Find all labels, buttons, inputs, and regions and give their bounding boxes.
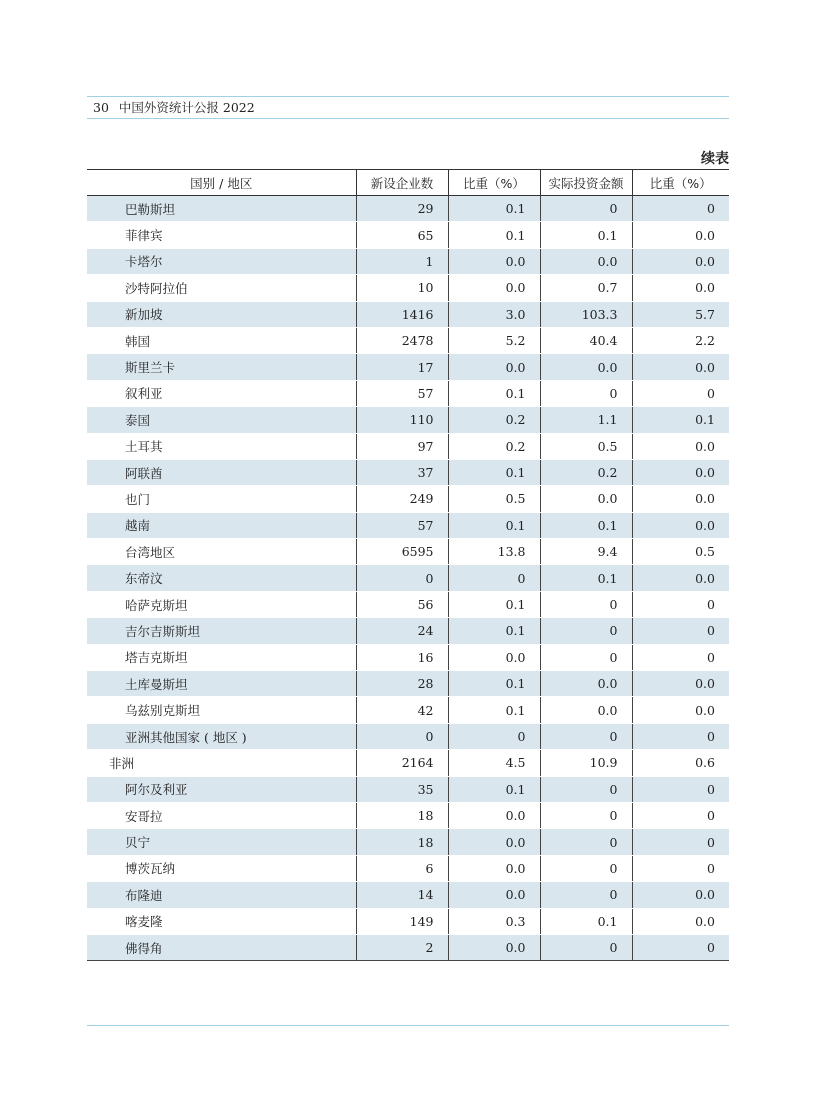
cell-share-investment: 2.2 bbox=[632, 327, 729, 353]
cell-share-enterprises: 0.2 bbox=[448, 407, 540, 433]
table-row bbox=[87, 829, 729, 855]
cell-country: 博茨瓦纳 bbox=[87, 855, 356, 881]
cell-share-investment: 0 bbox=[632, 618, 729, 644]
cell-share-investment: 0.0 bbox=[632, 275, 729, 301]
cell-share-investment: 0 bbox=[632, 855, 729, 881]
running-header bbox=[93, 98, 255, 116]
cell-share-enterprises: 0.0 bbox=[448, 882, 540, 908]
table-row bbox=[87, 618, 729, 644]
cell-actual-investment: 0 bbox=[540, 802, 632, 828]
cell-share-investment: 0.0 bbox=[632, 697, 729, 723]
table-row bbox=[87, 855, 729, 881]
cell-new-enterprises: 16 bbox=[356, 644, 448, 670]
cell-country: 菲律宾 bbox=[87, 222, 356, 248]
cell-new-enterprises: 0 bbox=[356, 723, 448, 749]
cell-share-investment: 0 bbox=[632, 829, 729, 855]
cell-share-enterprises: 0.0 bbox=[448, 354, 540, 380]
cell-new-enterprises: 35 bbox=[356, 776, 448, 802]
cell-share-investment: 0.0 bbox=[632, 512, 729, 538]
table-row bbox=[87, 776, 729, 802]
cell-share-investment: 0.0 bbox=[632, 565, 729, 591]
table-row bbox=[87, 512, 729, 538]
cell-actual-investment: 0 bbox=[540, 829, 632, 855]
cell-actual-investment: 0.1 bbox=[540, 222, 632, 248]
cell-actual-investment: 0.0 bbox=[540, 671, 632, 697]
cell-actual-investment: 0 bbox=[540, 618, 632, 644]
cell-new-enterprises: 110 bbox=[356, 407, 448, 433]
cell-new-enterprises: 18 bbox=[356, 802, 448, 828]
cell-country: 哈萨克斯坦 bbox=[87, 591, 356, 617]
cell-share-enterprises: 0.0 bbox=[448, 802, 540, 828]
cell-share-investment: 0 bbox=[632, 591, 729, 617]
cell-share-investment: 0.1 bbox=[632, 407, 729, 433]
table-row bbox=[87, 196, 729, 222]
cell-actual-investment: 0 bbox=[540, 380, 632, 406]
cell-share-enterprises: 13.8 bbox=[448, 539, 540, 565]
cell-new-enterprises: 37 bbox=[356, 459, 448, 485]
cell-share-enterprises: 0.1 bbox=[448, 776, 540, 802]
column-header-actual-investment: 实际投资金额 bbox=[540, 170, 632, 196]
table-row bbox=[87, 934, 729, 960]
column-header-share-investment: 比重（%） bbox=[632, 170, 729, 196]
cell-share-enterprises: 0.1 bbox=[448, 512, 540, 538]
table-row bbox=[87, 697, 729, 723]
cell-share-investment: 0.0 bbox=[632, 486, 729, 512]
cell-share-investment: 0.0 bbox=[632, 671, 729, 697]
cell-actual-investment: 103.3 bbox=[540, 301, 632, 327]
cell-actual-investment: 0.1 bbox=[540, 908, 632, 934]
cell-country: 韩国 bbox=[87, 327, 356, 353]
cell-actual-investment: 40.4 bbox=[540, 327, 632, 353]
column-header-new-enterprises: 新设企业数 bbox=[356, 170, 448, 196]
cell-country: 新加坡 bbox=[87, 301, 356, 327]
cell-country: 塔吉克斯坦 bbox=[87, 644, 356, 670]
cell-share-enterprises: 3.0 bbox=[448, 301, 540, 327]
table-row bbox=[87, 380, 729, 406]
cell-share-enterprises: 0.2 bbox=[448, 433, 540, 459]
table-row bbox=[87, 327, 729, 353]
cell-country: 吉尔吉斯斯坦 bbox=[87, 618, 356, 644]
cell-country: 布隆迪 bbox=[87, 882, 356, 908]
cell-actual-investment: 9.4 bbox=[540, 539, 632, 565]
footer-rule bbox=[87, 1025, 729, 1026]
cell-actual-investment: 0 bbox=[540, 591, 632, 617]
cell-actual-investment: 0.0 bbox=[540, 354, 632, 380]
cell-country: 越南 bbox=[87, 512, 356, 538]
table-row bbox=[87, 459, 729, 485]
cell-share-investment: 0.0 bbox=[632, 433, 729, 459]
cell-new-enterprises: 2478 bbox=[356, 327, 448, 353]
cell-actual-investment: 1.1 bbox=[540, 407, 632, 433]
table-row bbox=[87, 301, 729, 327]
cell-new-enterprises: 6595 bbox=[356, 539, 448, 565]
cell-new-enterprises: 10 bbox=[356, 275, 448, 301]
cell-share-investment: 0 bbox=[632, 380, 729, 406]
cell-actual-investment: 0.1 bbox=[540, 512, 632, 538]
cell-share-investment: 0 bbox=[632, 776, 729, 802]
cell-share-enterprises: 0.0 bbox=[448, 644, 540, 670]
cell-new-enterprises: 2 bbox=[356, 934, 448, 960]
cell-country: 叙利亚 bbox=[87, 380, 356, 406]
cell-country: 也门 bbox=[87, 486, 356, 512]
table-row bbox=[87, 275, 729, 301]
cell-actual-investment: 0.5 bbox=[540, 433, 632, 459]
cell-actual-investment: 0 bbox=[540, 855, 632, 881]
cell-share-enterprises: 4.5 bbox=[448, 750, 540, 776]
cell-country: 亚洲其他国家 ( 地区 ) bbox=[87, 723, 356, 749]
table-row bbox=[87, 433, 729, 459]
cell-new-enterprises: 1 bbox=[356, 248, 448, 274]
cell-actual-investment: 0.0 bbox=[540, 697, 632, 723]
cell-actual-investment: 0 bbox=[540, 882, 632, 908]
cell-share-investment: 0.0 bbox=[632, 459, 729, 485]
cell-country: 非洲 bbox=[87, 750, 356, 776]
table-body bbox=[87, 196, 729, 961]
cell-share-investment: 0.0 bbox=[632, 908, 729, 934]
cell-share-enterprises: 0.3 bbox=[448, 908, 540, 934]
cell-share-enterprises: 0.0 bbox=[448, 248, 540, 274]
cell-new-enterprises: 42 bbox=[356, 697, 448, 723]
cell-new-enterprises: 2164 bbox=[356, 750, 448, 776]
cell-share-enterprises: 0.1 bbox=[448, 459, 540, 485]
table-row bbox=[87, 486, 729, 512]
cell-country: 台湾地区 bbox=[87, 539, 356, 565]
cell-new-enterprises: 14 bbox=[356, 882, 448, 908]
cell-new-enterprises: 56 bbox=[356, 591, 448, 617]
cell-share-investment: 0 bbox=[632, 644, 729, 670]
cell-share-enterprises: 0.0 bbox=[448, 829, 540, 855]
cell-actual-investment: 0.0 bbox=[540, 486, 632, 512]
table-row bbox=[87, 354, 729, 380]
cell-share-enterprises: 0 bbox=[448, 565, 540, 591]
table-row bbox=[87, 644, 729, 670]
cell-new-enterprises: 57 bbox=[356, 380, 448, 406]
table-row bbox=[87, 750, 729, 776]
data-table bbox=[87, 169, 729, 961]
cell-country: 安哥拉 bbox=[87, 802, 356, 828]
cell-share-investment: 0.0 bbox=[632, 222, 729, 248]
cell-new-enterprises: 0 bbox=[356, 565, 448, 591]
table-row bbox=[87, 908, 729, 934]
publication-title: 中国外资统计公报 2022 bbox=[118, 100, 255, 115]
cell-actual-investment: 0 bbox=[540, 776, 632, 802]
cell-share-enterprises: 0.1 bbox=[448, 196, 540, 222]
cell-share-investment: 5.7 bbox=[632, 301, 729, 327]
cell-new-enterprises: 249 bbox=[356, 486, 448, 512]
cell-actual-investment: 0.2 bbox=[540, 459, 632, 485]
cell-new-enterprises: 65 bbox=[356, 222, 448, 248]
cell-new-enterprises: 6 bbox=[356, 855, 448, 881]
table-row bbox=[87, 882, 729, 908]
cell-country: 东帝汶 bbox=[87, 565, 356, 591]
cell-share-enterprises: 0.5 bbox=[448, 486, 540, 512]
column-header-share-enterprises: 比重（%） bbox=[448, 170, 540, 196]
cell-country: 佛得角 bbox=[87, 934, 356, 960]
cell-share-investment: 0 bbox=[632, 196, 729, 222]
cell-country: 斯里兰卡 bbox=[87, 354, 356, 380]
table-row bbox=[87, 539, 729, 565]
cell-country: 卡塔尔 bbox=[87, 248, 356, 274]
table-row bbox=[87, 565, 729, 591]
cell-share-enterprises: 0.0 bbox=[448, 275, 540, 301]
cell-country: 喀麦隆 bbox=[87, 908, 356, 934]
cell-new-enterprises: 29 bbox=[356, 196, 448, 222]
cell-country: 阿尔及利亚 bbox=[87, 776, 356, 802]
cell-actual-investment: 10.9 bbox=[540, 750, 632, 776]
table-row bbox=[87, 723, 729, 749]
cell-new-enterprises: 17 bbox=[356, 354, 448, 380]
cell-new-enterprises: 149 bbox=[356, 908, 448, 934]
continued-label: 续表 bbox=[701, 151, 729, 167]
table-row bbox=[87, 591, 729, 617]
cell-new-enterprises: 24 bbox=[356, 618, 448, 644]
table-row bbox=[87, 222, 729, 248]
page-number: 30 bbox=[93, 100, 109, 115]
cell-actual-investment: 0 bbox=[540, 644, 632, 670]
cell-share-investment: 0.0 bbox=[632, 354, 729, 380]
cell-share-investment: 0.5 bbox=[632, 539, 729, 565]
cell-new-enterprises: 1416 bbox=[356, 301, 448, 327]
cell-country: 贝宁 bbox=[87, 829, 356, 855]
cell-share-enterprises: 0.1 bbox=[448, 671, 540, 697]
cell-new-enterprises: 57 bbox=[356, 512, 448, 538]
cell-actual-investment: 0 bbox=[540, 196, 632, 222]
header-top-rule bbox=[87, 96, 729, 97]
cell-share-enterprises: 0.1 bbox=[448, 697, 540, 723]
cell-share-enterprises: 0 bbox=[448, 723, 540, 749]
cell-new-enterprises: 28 bbox=[356, 671, 448, 697]
cell-new-enterprises: 97 bbox=[356, 433, 448, 459]
cell-share-investment: 0 bbox=[632, 802, 729, 828]
cell-share-investment: 0.6 bbox=[632, 750, 729, 776]
cell-country: 沙特阿拉伯 bbox=[87, 275, 356, 301]
cell-actual-investment: 0.1 bbox=[540, 565, 632, 591]
cell-share-enterprises: 0.1 bbox=[448, 380, 540, 406]
column-header-country: 国别 / 地区 bbox=[87, 170, 356, 196]
cell-country: 巴勒斯坦 bbox=[87, 196, 356, 222]
cell-share-investment: 0.0 bbox=[632, 882, 729, 908]
cell-actual-investment: 0.0 bbox=[540, 248, 632, 274]
cell-share-investment: 0.0 bbox=[632, 248, 729, 274]
cell-actual-investment: 0 bbox=[540, 934, 632, 960]
cell-share-enterprises: 5.2 bbox=[448, 327, 540, 353]
cell-actual-investment: 0 bbox=[540, 723, 632, 749]
table-row bbox=[87, 407, 729, 433]
cell-share-investment: 0 bbox=[632, 723, 729, 749]
cell-country: 土耳其 bbox=[87, 433, 356, 459]
cell-share-enterprises: 0.1 bbox=[448, 591, 540, 617]
cell-new-enterprises: 18 bbox=[356, 829, 448, 855]
cell-actual-investment: 0.7 bbox=[540, 275, 632, 301]
cell-share-enterprises: 0.1 bbox=[448, 222, 540, 248]
table-row bbox=[87, 248, 729, 274]
cell-share-enterprises: 0.0 bbox=[448, 855, 540, 881]
cell-country: 土库曼斯坦 bbox=[87, 671, 356, 697]
table-row bbox=[87, 671, 729, 697]
cell-share-investment: 0 bbox=[632, 934, 729, 960]
cell-country: 阿联酋 bbox=[87, 459, 356, 485]
cell-country: 泰国 bbox=[87, 407, 356, 433]
header-bottom-rule bbox=[87, 118, 729, 119]
cell-share-enterprises: 0.0 bbox=[448, 934, 540, 960]
cell-country: 乌兹别克斯坦 bbox=[87, 697, 356, 723]
cell-share-enterprises: 0.1 bbox=[448, 618, 540, 644]
table-header-row bbox=[87, 170, 729, 196]
table-row bbox=[87, 802, 729, 828]
